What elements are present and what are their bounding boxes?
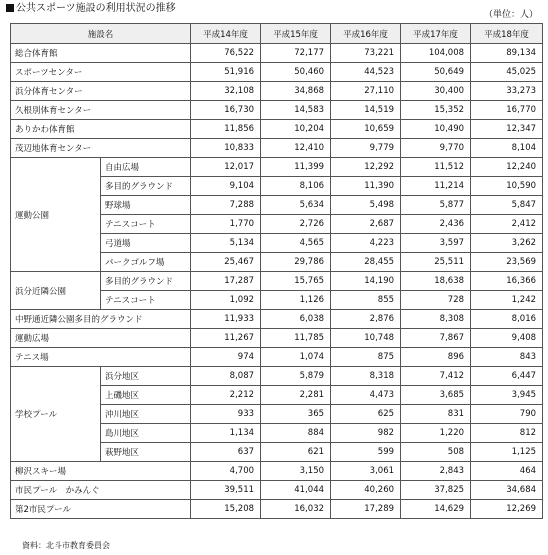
- value-cell: 34,684: [471, 481, 543, 500]
- value-cell: 10,204: [261, 120, 331, 139]
- value-cell: 3,061: [331, 462, 401, 481]
- table-row: [11, 82, 543, 101]
- value-cell: 2,412: [471, 215, 543, 234]
- value-cell: 365: [261, 405, 331, 424]
- facility-subname: 萩野地区: [101, 443, 191, 462]
- facility-subname: 上磯地区: [101, 386, 191, 405]
- value-cell: 32,108: [191, 82, 261, 101]
- facility-subname: パークゴルフ場: [101, 253, 191, 272]
- facility-name: スポーツセンター: [11, 63, 191, 82]
- value-cell: 15,208: [191, 500, 261, 519]
- table-row: [11, 348, 543, 367]
- value-cell: 12,347: [471, 120, 543, 139]
- value-cell: 10,590: [471, 177, 543, 196]
- value-cell: 1,126: [261, 291, 331, 310]
- header-year: 平成17年度: [401, 24, 471, 44]
- value-cell: 6,447: [471, 367, 543, 386]
- value-cell: 1,125: [471, 443, 543, 462]
- value-cell: 3,597: [401, 234, 471, 253]
- value-cell: 1,770: [191, 215, 261, 234]
- value-cell: 875: [331, 348, 401, 367]
- value-cell: 831: [401, 405, 471, 424]
- value-cell: 625: [331, 405, 401, 424]
- value-cell: 933: [191, 405, 261, 424]
- value-cell: 11,785: [261, 329, 331, 348]
- facility-name: 総合体育館: [11, 44, 191, 63]
- facility-group: 浜分近隣公園: [11, 272, 101, 310]
- table-row: [11, 462, 543, 481]
- value-cell: 8,104: [471, 139, 543, 158]
- value-cell: 23,569: [471, 253, 543, 272]
- value-cell: 2,281: [261, 386, 331, 405]
- value-cell: 33,273: [471, 82, 543, 101]
- value-cell: 3,945: [471, 386, 543, 405]
- value-cell: 7,412: [401, 367, 471, 386]
- value-cell: 72,177: [261, 44, 331, 63]
- value-cell: 10,659: [331, 120, 401, 139]
- value-cell: 16,770: [471, 101, 543, 120]
- value-cell: 7,867: [401, 329, 471, 348]
- value-cell: 1,220: [401, 424, 471, 443]
- value-cell: 28,455: [331, 253, 401, 272]
- value-cell: 9,779: [331, 139, 401, 158]
- value-cell: 2,436: [401, 215, 471, 234]
- value-cell: 8,106: [261, 177, 331, 196]
- facility-subname: テニスコート: [101, 215, 191, 234]
- value-cell: 4,223: [331, 234, 401, 253]
- table-row: [11, 367, 543, 386]
- table-header-row: [11, 24, 543, 44]
- facility-name: 運動広場: [11, 329, 191, 348]
- value-cell: 12,410: [261, 139, 331, 158]
- value-cell: 15,765: [261, 272, 331, 291]
- value-cell: 5,634: [261, 196, 331, 215]
- value-cell: 17,287: [191, 272, 261, 291]
- value-cell: 73,221: [331, 44, 401, 63]
- table-row: [11, 481, 543, 500]
- value-cell: 40,260: [331, 481, 401, 500]
- facility-subname: 弓道場: [101, 234, 191, 253]
- value-cell: 50,460: [261, 63, 331, 82]
- value-cell: 4,473: [331, 386, 401, 405]
- value-cell: 10,833: [191, 139, 261, 158]
- value-cell: 9,770: [401, 139, 471, 158]
- facility-name: ありかわ体育館: [11, 120, 191, 139]
- value-cell: 9,104: [191, 177, 261, 196]
- table-row: [11, 139, 543, 158]
- value-cell: 7,288: [191, 196, 261, 215]
- value-cell: 1,134: [191, 424, 261, 443]
- value-cell: 18,638: [401, 272, 471, 291]
- value-cell: 29,786: [261, 253, 331, 272]
- value-cell: 2,726: [261, 215, 331, 234]
- facility-subname: 自由広場: [101, 158, 191, 177]
- header-year: 平成15年度: [261, 24, 331, 44]
- value-cell: 3,262: [471, 234, 543, 253]
- value-cell: 10,490: [401, 120, 471, 139]
- value-cell: 4,700: [191, 462, 261, 481]
- value-cell: 41,044: [261, 481, 331, 500]
- value-cell: 982: [331, 424, 401, 443]
- value-cell: 637: [191, 443, 261, 462]
- facility-name: 第2市民プール: [11, 500, 191, 519]
- table-row: [11, 44, 543, 63]
- value-cell: 621: [261, 443, 331, 462]
- facility-subname: 沖川地区: [101, 405, 191, 424]
- facility-name: 浜分体育センター: [11, 82, 191, 101]
- value-cell: 11,267: [191, 329, 261, 348]
- value-cell: 790: [471, 405, 543, 424]
- value-cell: 2,687: [331, 215, 401, 234]
- value-cell: 37,825: [401, 481, 471, 500]
- value-cell: 50,649: [401, 63, 471, 82]
- value-cell: 8,308: [401, 310, 471, 329]
- value-cell: 843: [471, 348, 543, 367]
- value-cell: 599: [331, 443, 401, 462]
- value-cell: 104,008: [401, 44, 471, 63]
- facility-subname: 野球場: [101, 196, 191, 215]
- value-cell: 1,092: [191, 291, 261, 310]
- value-cell: 15,352: [401, 101, 471, 120]
- value-cell: 39,511: [191, 481, 261, 500]
- facility-name: 久根別体育センター: [11, 101, 191, 120]
- facility-subname: 多目的グラウンド: [101, 177, 191, 196]
- value-cell: 16,366: [471, 272, 543, 291]
- square-bullet-icon: [6, 4, 14, 12]
- facility-name: 柳沢スキー場: [11, 462, 191, 481]
- page-title: [6, 3, 176, 15]
- value-cell: 5,879: [261, 367, 331, 386]
- value-cell: 16,032: [261, 500, 331, 519]
- value-cell: 884: [261, 424, 331, 443]
- table-row: [11, 329, 543, 348]
- value-cell: 2,843: [401, 462, 471, 481]
- value-cell: 30,400: [401, 82, 471, 101]
- page-title-text: 公共スポーツ施設の利用状況の推移: [16, 3, 176, 14]
- value-cell: 1,074: [261, 348, 331, 367]
- facility-subname: 島川地区: [101, 424, 191, 443]
- value-cell: 12,292: [331, 158, 401, 177]
- table-row: [11, 500, 543, 519]
- facility-name: 市民プール かみんぐ: [11, 481, 191, 500]
- value-cell: 11,933: [191, 310, 261, 329]
- unit-note: （単位：人）: [483, 10, 538, 20]
- facility-name: テニス場: [11, 348, 191, 367]
- value-cell: 12,269: [471, 500, 543, 519]
- value-cell: 728: [401, 291, 471, 310]
- value-cell: 6,038: [261, 310, 331, 329]
- facility-group: 学校プール: [11, 367, 101, 462]
- value-cell: 10,748: [331, 329, 401, 348]
- value-cell: 27,110: [331, 82, 401, 101]
- value-cell: 3,150: [261, 462, 331, 481]
- header-facility: 施設名: [11, 24, 191, 44]
- value-cell: 3,685: [401, 386, 471, 405]
- value-cell: 896: [401, 348, 471, 367]
- facility-group: 運動公園: [11, 158, 101, 272]
- facility-usage-table: [10, 23, 543, 519]
- facility-name: 茂辺地体育センター: [11, 139, 191, 158]
- value-cell: 4,565: [261, 234, 331, 253]
- value-cell: 855: [331, 291, 401, 310]
- header-year: 平成14年度: [191, 24, 261, 44]
- value-cell: 76,522: [191, 44, 261, 63]
- table-row: [11, 63, 543, 82]
- value-cell: 5,877: [401, 196, 471, 215]
- value-cell: 25,511: [401, 253, 471, 272]
- value-cell: 14,519: [331, 101, 401, 120]
- facility-subname: テニスコート: [101, 291, 191, 310]
- value-cell: 51,916: [191, 63, 261, 82]
- facility-subname: 多目的グラウンド: [101, 272, 191, 291]
- value-cell: 5,847: [471, 196, 543, 215]
- value-cell: 12,240: [471, 158, 543, 177]
- value-cell: 45,025: [471, 63, 543, 82]
- value-cell: 16,730: [191, 101, 261, 120]
- value-cell: 2,876: [331, 310, 401, 329]
- value-cell: 11,214: [401, 177, 471, 196]
- value-cell: 2,212: [191, 386, 261, 405]
- source-note: 資料：北斗市教育委員会: [22, 541, 110, 550]
- table-row: [11, 120, 543, 139]
- value-cell: 12,017: [191, 158, 261, 177]
- table-row: [11, 272, 543, 291]
- value-cell: 11,390: [331, 177, 401, 196]
- table-row: [11, 310, 543, 329]
- value-cell: 464: [471, 462, 543, 481]
- value-cell: 9,408: [471, 329, 543, 348]
- value-cell: 44,523: [331, 63, 401, 82]
- facility-name: 中野通近隣公園多目的グラウンド: [11, 310, 191, 329]
- facility-subname: 浜分地区: [101, 367, 191, 386]
- value-cell: 812: [471, 424, 543, 443]
- table-row: [11, 101, 543, 120]
- value-cell: 5,498: [331, 196, 401, 215]
- value-cell: 14,583: [261, 101, 331, 120]
- header-year: 平成18年度: [471, 24, 543, 44]
- value-cell: 14,190: [331, 272, 401, 291]
- value-cell: 25,467: [191, 253, 261, 272]
- value-cell: 17,289: [331, 500, 401, 519]
- value-cell: 5,134: [191, 234, 261, 253]
- value-cell: 11,399: [261, 158, 331, 177]
- header-year: 平成16年度: [331, 24, 401, 44]
- value-cell: 508: [401, 443, 471, 462]
- value-cell: 8,016: [471, 310, 543, 329]
- value-cell: 8,318: [331, 367, 401, 386]
- value-cell: 89,134: [471, 44, 543, 63]
- value-cell: 8,087: [191, 367, 261, 386]
- table-row: [11, 158, 543, 177]
- value-cell: 11,512: [401, 158, 471, 177]
- value-cell: 14,629: [401, 500, 471, 519]
- value-cell: 1,242: [471, 291, 543, 310]
- value-cell: 11,856: [191, 120, 261, 139]
- value-cell: 974: [191, 348, 261, 367]
- value-cell: 34,868: [261, 82, 331, 101]
